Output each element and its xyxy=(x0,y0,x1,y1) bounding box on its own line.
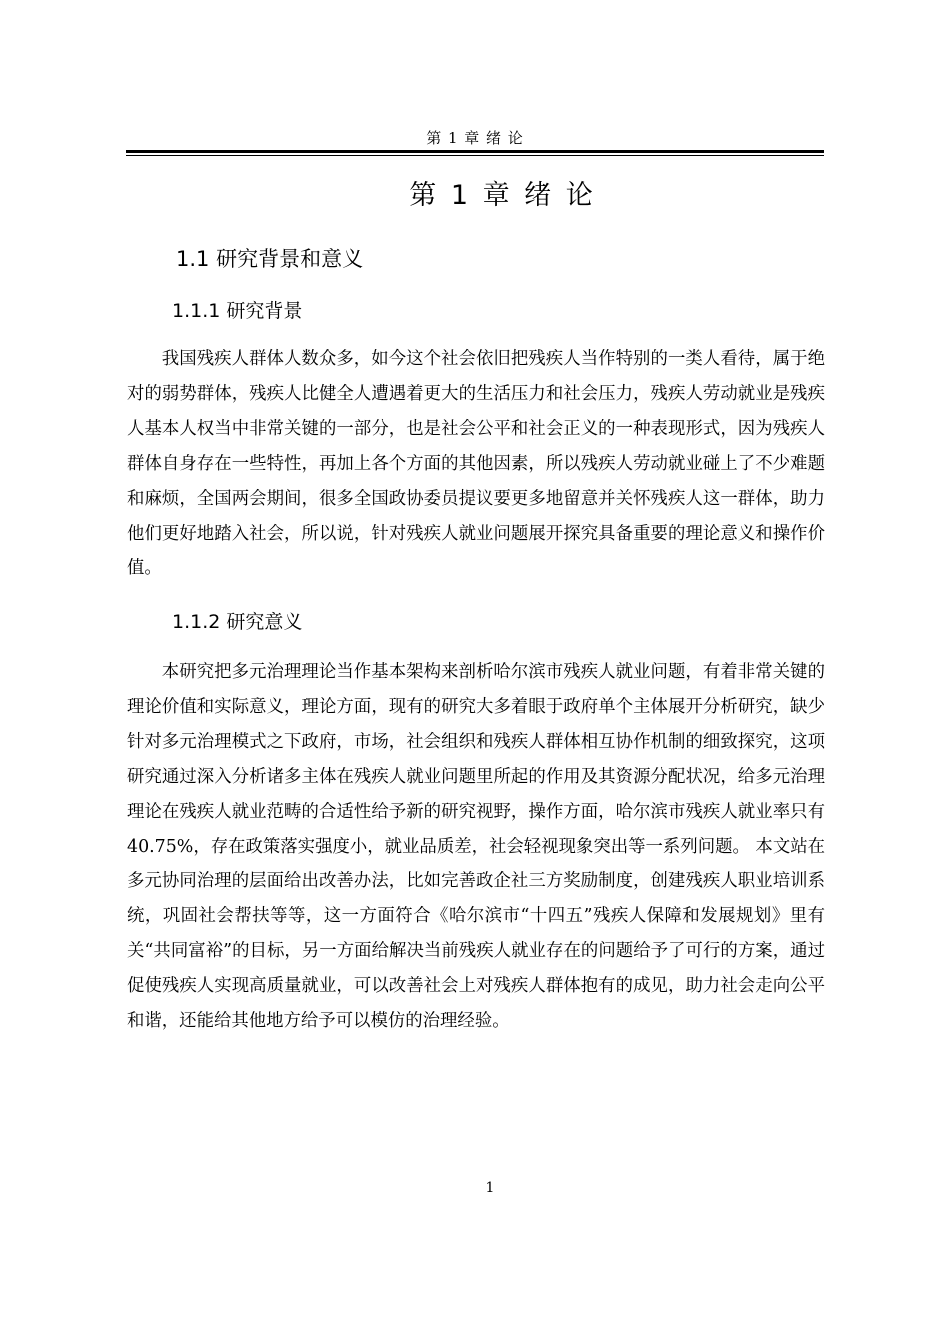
subsection-heading-significance: 1.1.2 研究意义 xyxy=(172,611,303,633)
running-header: 第 1 章 绪 论 xyxy=(426,129,524,147)
page-number: 1 xyxy=(485,1180,495,1196)
paragraph-background: 我国残疾人群体人数众多，如今这个社会依旧把残疾人当作特别的一类人看待，属于绝对的弱势群体，残疾人比健全人遭遇着更大的生活压力和社会压力，残疾人劳动就业是残疾人基本人权当中非常关键的一部分，也是社会公平和社会正义的一种表现形式，因为残疾人群体自身存在一些特性，再加上各个方面的其他因素，所以残疾人劳动就业碰上了不少难题和麻烦，全国两会期间，很多全国政协委员提议要更多地留意并关怀残疾人这一群体，助力他们更好地踏入社会，所以说，针对残疾人就业问题展开探究具备重要的理论意义和操作价值。 xyxy=(127,349,825,579)
subsection-heading-background: 1.1.1 研究背景 xyxy=(172,300,303,322)
header-rule-thick xyxy=(126,150,824,153)
header-rule-thin xyxy=(126,155,824,156)
section-heading: 1.1 研究背景和意义 xyxy=(176,247,364,271)
paragraph-significance: 本研究把多元治理理论当作基本架构来剖析哈尔滨市残疾人就业问题，有着非常关键的理论价值和实际意义，理论方面，现有的研究大多着眼于政府单个主体展开分析研究，缺少针对多元治理模式之下政府，市场，社会组织和残疾人群体相互协作机制的细致探究，这项研究通过深入分析诸多主体在残疾人就业问题里所起的作用及其资源分配状况，给多元治理理论在残疾人就业范畴的合适性给予新的研究视野，操作方面，哈尔滨市残疾人就业率只有 40.75%，存在政策落实强度小，就业品质差，社会轻视现象突出等一系列问题。 本文站在多元协同治理的层面给出改善办法，比如完善政企社三方奖励制度，创建残疾人职业培训系统，巩固社会帮扶等等，这一方面符合《哈尔滨市“十四五”残疾人保障和发展规划》里有关“共同富裕”的目标，另一方面给解决当前残疾人就业存在的问题给予了可行的方案，通过促使残疾人实现高质量就业，可以改善社会上对残疾人群体抱有的成见，助力社会走向公平和谐，还能给其他地方给予可以模仿的治理经验。 xyxy=(127,662,825,1032)
chapter-title: 第 1 章 绪 论 xyxy=(409,180,593,211)
